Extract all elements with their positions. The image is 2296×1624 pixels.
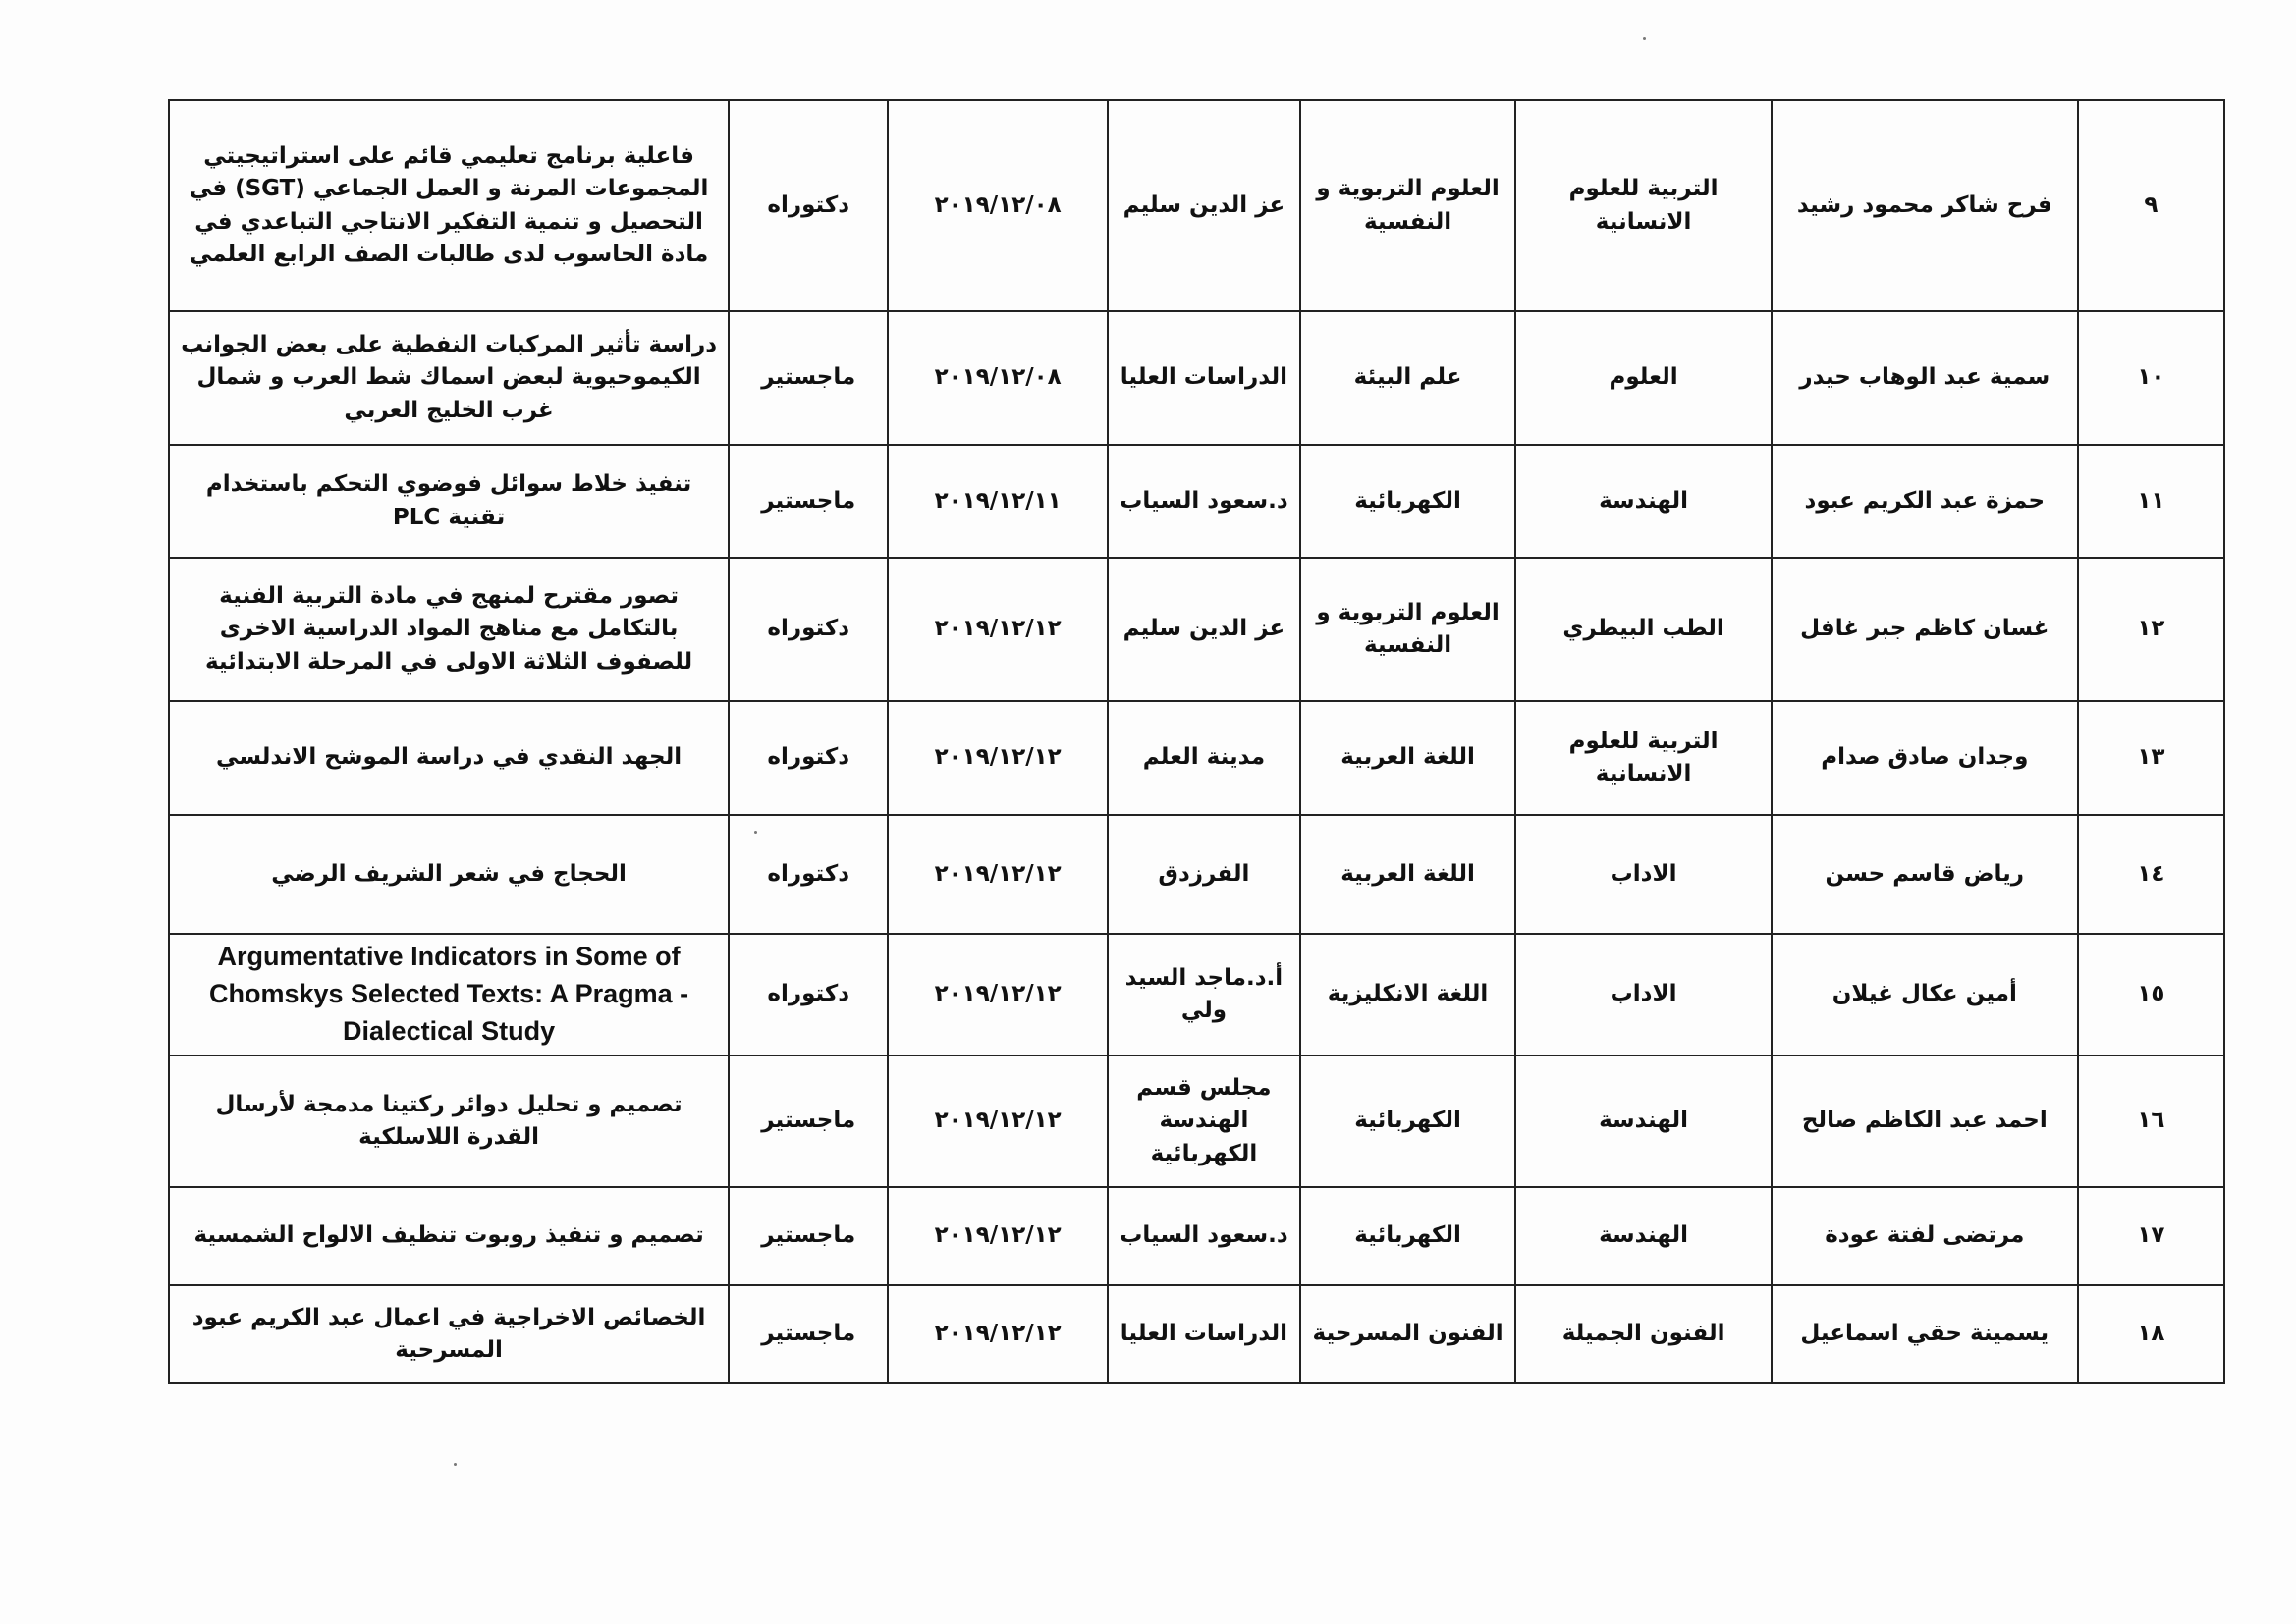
cell-supervisor: عز الدين سليم xyxy=(1108,558,1300,701)
scan-speck xyxy=(1643,37,1646,40)
cell-supervisor: د.سعود السياب xyxy=(1108,1187,1300,1285)
cell-dept: الكهربائية xyxy=(1300,1187,1515,1285)
cell-college: التربية للعلوم الانسانية xyxy=(1515,100,1772,311)
cell-title: تصميم و تنفيذ روبوت تنظيف الالواح الشمسية xyxy=(169,1187,729,1285)
theses-table xyxy=(168,99,2225,1384)
cell-college: الهندسة xyxy=(1515,1187,1772,1285)
cell-date: ٢٠١٩/١٢/١١ xyxy=(888,445,1108,558)
table-row xyxy=(169,311,2224,445)
cell-num: ١٨ xyxy=(2078,1285,2224,1383)
cell-degree: دكتوراه xyxy=(729,934,888,1056)
cell-name: رياض قاسم حسن xyxy=(1772,815,2078,934)
cell-dept: اللغة العربية xyxy=(1300,815,1515,934)
cell-num: ١٦ xyxy=(2078,1056,2224,1187)
cell-supervisor: الدراسات العليا xyxy=(1108,311,1300,445)
cell-num: ١٠ xyxy=(2078,311,2224,445)
cell-date: ٢٠١٩/١٢/١٢ xyxy=(888,934,1108,1056)
cell-name: احمد عبد الكاظم صالح xyxy=(1772,1056,2078,1187)
cell-name: حمزة عبد الكريم عبود xyxy=(1772,445,2078,558)
cell-title: الحجاج في شعر الشريف الرضي xyxy=(169,815,729,934)
cell-college: التربية للعلوم الانسانية xyxy=(1515,701,1772,815)
cell-title: الخصائص الاخراجية في اعمال عبد الكريم عبود المسرحية xyxy=(169,1285,729,1383)
table-row xyxy=(169,701,2224,815)
cell-name: يسمينة حقي اسماعيل xyxy=(1772,1285,2078,1383)
table-row xyxy=(169,1056,2224,1187)
cell-name: وجدان صادق صدام xyxy=(1772,701,2078,815)
cell-dept: العلوم التربوية و النفسية xyxy=(1300,100,1515,311)
table-row xyxy=(169,1187,2224,1285)
cell-college: الهندسة xyxy=(1515,445,1772,558)
cell-dept: اللغة الانكليزية xyxy=(1300,934,1515,1056)
cell-name: سمية عبد الوهاب حيدر xyxy=(1772,311,2078,445)
cell-supervisor: مجلس قسم الهندسة الكهربائية xyxy=(1108,1056,1300,1187)
cell-degree: ماجستير xyxy=(729,445,888,558)
cell-title: Argumentative Indicators in Some of Chomskys Selected Texts: A Pragma - Dialectical Study xyxy=(169,934,729,1056)
cell-title: دراسة تأثير المركبات النفطية على بعض الجوانب الكيموحيوية لبعض اسماك شط العرب و شمال غرب الخليج العربي xyxy=(169,311,729,445)
cell-degree: دكتوراه xyxy=(729,100,888,311)
cell-date: ٢٠١٩/١٢/١٢ xyxy=(888,701,1108,815)
cell-supervisor: الفرزدق xyxy=(1108,815,1300,934)
cell-supervisor: مدينة العلم xyxy=(1108,701,1300,815)
cell-dept: الفنون المسرحية xyxy=(1300,1285,1515,1383)
cell-degree: دكتوراه xyxy=(729,815,888,934)
cell-date: ٢٠١٩/١٢/٠٨ xyxy=(888,311,1108,445)
cell-num: ٩ xyxy=(2078,100,2224,311)
cell-name: مرتضى لفتة عودة xyxy=(1772,1187,2078,1285)
table-row xyxy=(169,815,2224,934)
scan-speck xyxy=(754,831,757,834)
cell-dept: الكهربائية xyxy=(1300,445,1515,558)
table-row xyxy=(169,934,2224,1056)
cell-college: الفنون الجميلة xyxy=(1515,1285,1772,1383)
cell-college: الاداب xyxy=(1515,934,1772,1056)
scan-speck xyxy=(454,1463,457,1466)
cell-title: تنفيذ خلاط سوائل فوضوي التحكم باستخدام تقنية PLC xyxy=(169,445,729,558)
cell-degree: ماجستير xyxy=(729,1187,888,1285)
cell-title: تصميم و تحليل دوائر ركتينا مدمجة لأرسال القدرة اللاسلكية xyxy=(169,1056,729,1187)
cell-supervisor: د.سعود السياب xyxy=(1108,445,1300,558)
cell-college: الهندسة xyxy=(1515,1056,1772,1187)
cell-date: ٢٠١٩/١٢/٠٨ xyxy=(888,100,1108,311)
cell-title: تصور مقترح لمنهج في مادة التربية الفنية بالتكامل مع مناهج المواد الدراسية الاخرى للصفوف الثلاثة الاولى في المرحلة الابتدائية xyxy=(169,558,729,701)
cell-date: ٢٠١٩/١٢/١٢ xyxy=(888,558,1108,701)
table-row xyxy=(169,445,2224,558)
cell-college: العلوم xyxy=(1515,311,1772,445)
cell-dept: العلوم التربوية و النفسية xyxy=(1300,558,1515,701)
cell-date: ٢٠١٩/١٢/١٢ xyxy=(888,1056,1108,1187)
cell-num: ١٥ xyxy=(2078,934,2224,1056)
cell-degree: دكتوراه xyxy=(729,701,888,815)
cell-num: ١٢ xyxy=(2078,558,2224,701)
cell-degree: دكتوراه xyxy=(729,558,888,701)
table-row xyxy=(169,558,2224,701)
cell-college: الطب البيطري xyxy=(1515,558,1772,701)
cell-name: أمين عكال غيلان xyxy=(1772,934,2078,1056)
cell-supervisor: الدراسات العليا xyxy=(1108,1285,1300,1383)
cell-degree: ماجستير xyxy=(729,311,888,445)
cell-degree: ماجستير xyxy=(729,1285,888,1383)
cell-date: ٢٠١٩/١٢/١٢ xyxy=(888,1187,1108,1285)
cell-degree: ماجستير xyxy=(729,1056,888,1187)
cell-num: ١٤ xyxy=(2078,815,2224,934)
cell-num: ١٣ xyxy=(2078,701,2224,815)
table-row xyxy=(169,100,2224,311)
cell-supervisor: أ.د.ماجد السيد ولي xyxy=(1108,934,1300,1056)
cell-title: فاعلية برنامج تعليمي قائم على استراتيجيتي المجموعات المرنة و العمل الجماعي (SGT) في التحصيل و تنمية التفكير الانتاجي التباعدي في مادة الحاسوب لدى طالبات الصف الرابع العلمي xyxy=(169,100,729,311)
cell-dept: علم البيئة xyxy=(1300,311,1515,445)
cell-college: الاداب xyxy=(1515,815,1772,934)
cell-dept: اللغة العربية xyxy=(1300,701,1515,815)
cell-name: غسان كاظم جبر غافل xyxy=(1772,558,2078,701)
cell-dept: الكهربائية xyxy=(1300,1056,1515,1187)
cell-name: فرح شاكر محمود رشيد xyxy=(1772,100,2078,311)
table-row xyxy=(169,1285,2224,1383)
cell-title: الجهد النقدي في دراسة الموشح الاندلسي xyxy=(169,701,729,815)
cell-date: ٢٠١٩/١٢/١٢ xyxy=(888,815,1108,934)
cell-date: ٢٠١٩/١٢/١٢ xyxy=(888,1285,1108,1383)
cell-num: ١١ xyxy=(2078,445,2224,558)
cell-supervisor: عز الدين سليم xyxy=(1108,100,1300,311)
cell-num: ١٧ xyxy=(2078,1187,2224,1285)
